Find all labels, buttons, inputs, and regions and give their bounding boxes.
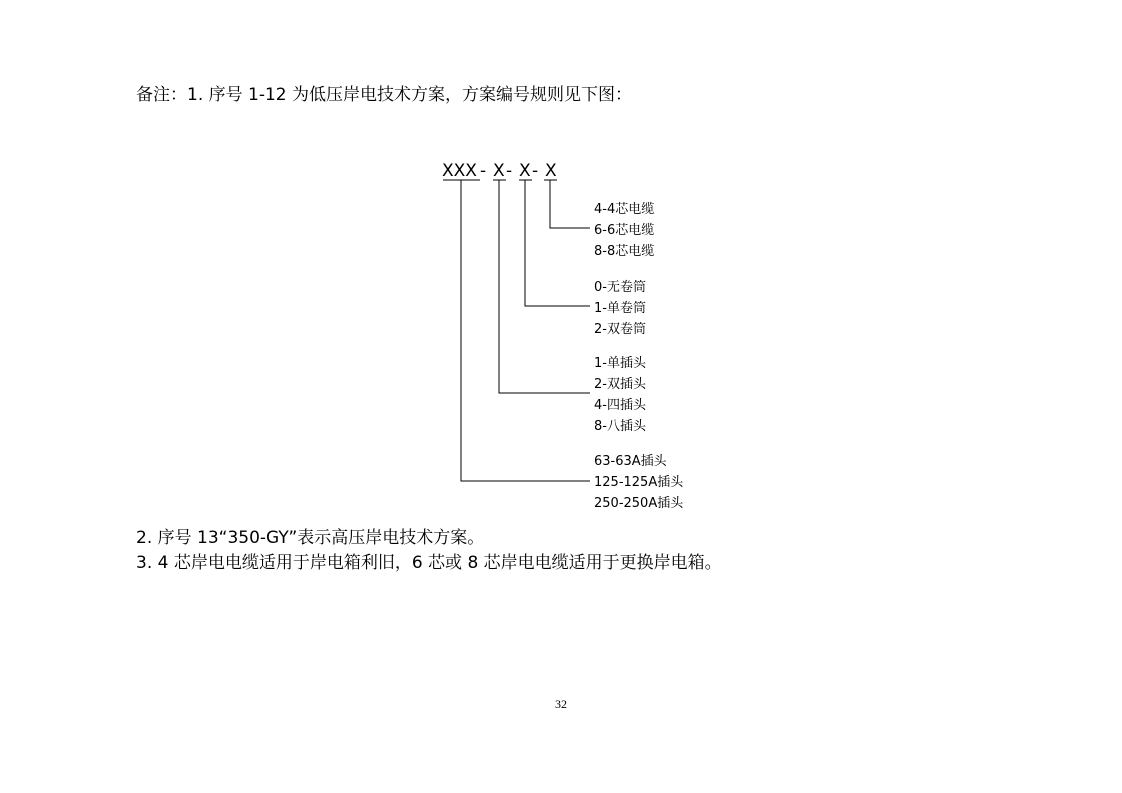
option-label: 125-125A插头	[594, 475, 684, 490]
scheme-code	[442, 161, 557, 181]
option-label: 8-八插头	[594, 419, 646, 434]
option-label: 4-四插头	[594, 398, 646, 413]
option-label: 250-250A插头	[594, 496, 684, 511]
note-1: 备注：1. 序号 1-12 为低压岸电技术方案，方案编号规则见下图：	[136, 85, 633, 105]
option-label: 2-双卷筒	[594, 322, 646, 337]
leader-line-reel	[525, 180, 590, 306]
option-label: 2-双插头	[594, 377, 646, 392]
leader-line-cable	[550, 180, 590, 228]
code-separator: -	[480, 161, 487, 181]
option-label: 1-单插头	[594, 356, 646, 371]
code-segment-reel: X	[519, 161, 531, 181]
group-plug-rating	[594, 453, 684, 511]
group-reel	[594, 280, 646, 337]
code-separator: -	[506, 161, 513, 181]
leader-lines	[461, 180, 590, 481]
code-segment-series: XXX	[442, 161, 477, 181]
code-segment-plug-count: X	[493, 161, 505, 181]
option-label: 63-63A插头	[594, 454, 667, 469]
code-segment-cable: X	[545, 161, 557, 181]
option-label: 6-6芯电缆	[594, 223, 655, 238]
group-cable-cores	[594, 201, 654, 259]
group-plug-count	[594, 355, 647, 434]
note-2: 2. 序号 13“350-GY”表示高压岸电技术方案。	[136, 528, 485, 548]
leader-line-plug-count	[499, 180, 590, 393]
option-label: 8-8芯电缆	[594, 244, 655, 259]
code-separator: -	[532, 161, 539, 181]
option-label: 4-4芯电缆	[594, 202, 655, 217]
option-label: 1-单卷筒	[594, 301, 646, 316]
note-3: 3. 4 芯岸电电缆适用于岸电箱利旧，6 芯或 8 芯岸电电缆适用于更换岸电箱。	[136, 553, 722, 573]
option-label: 0-无卷筒	[594, 280, 646, 295]
page-number: 32	[555, 697, 567, 711]
